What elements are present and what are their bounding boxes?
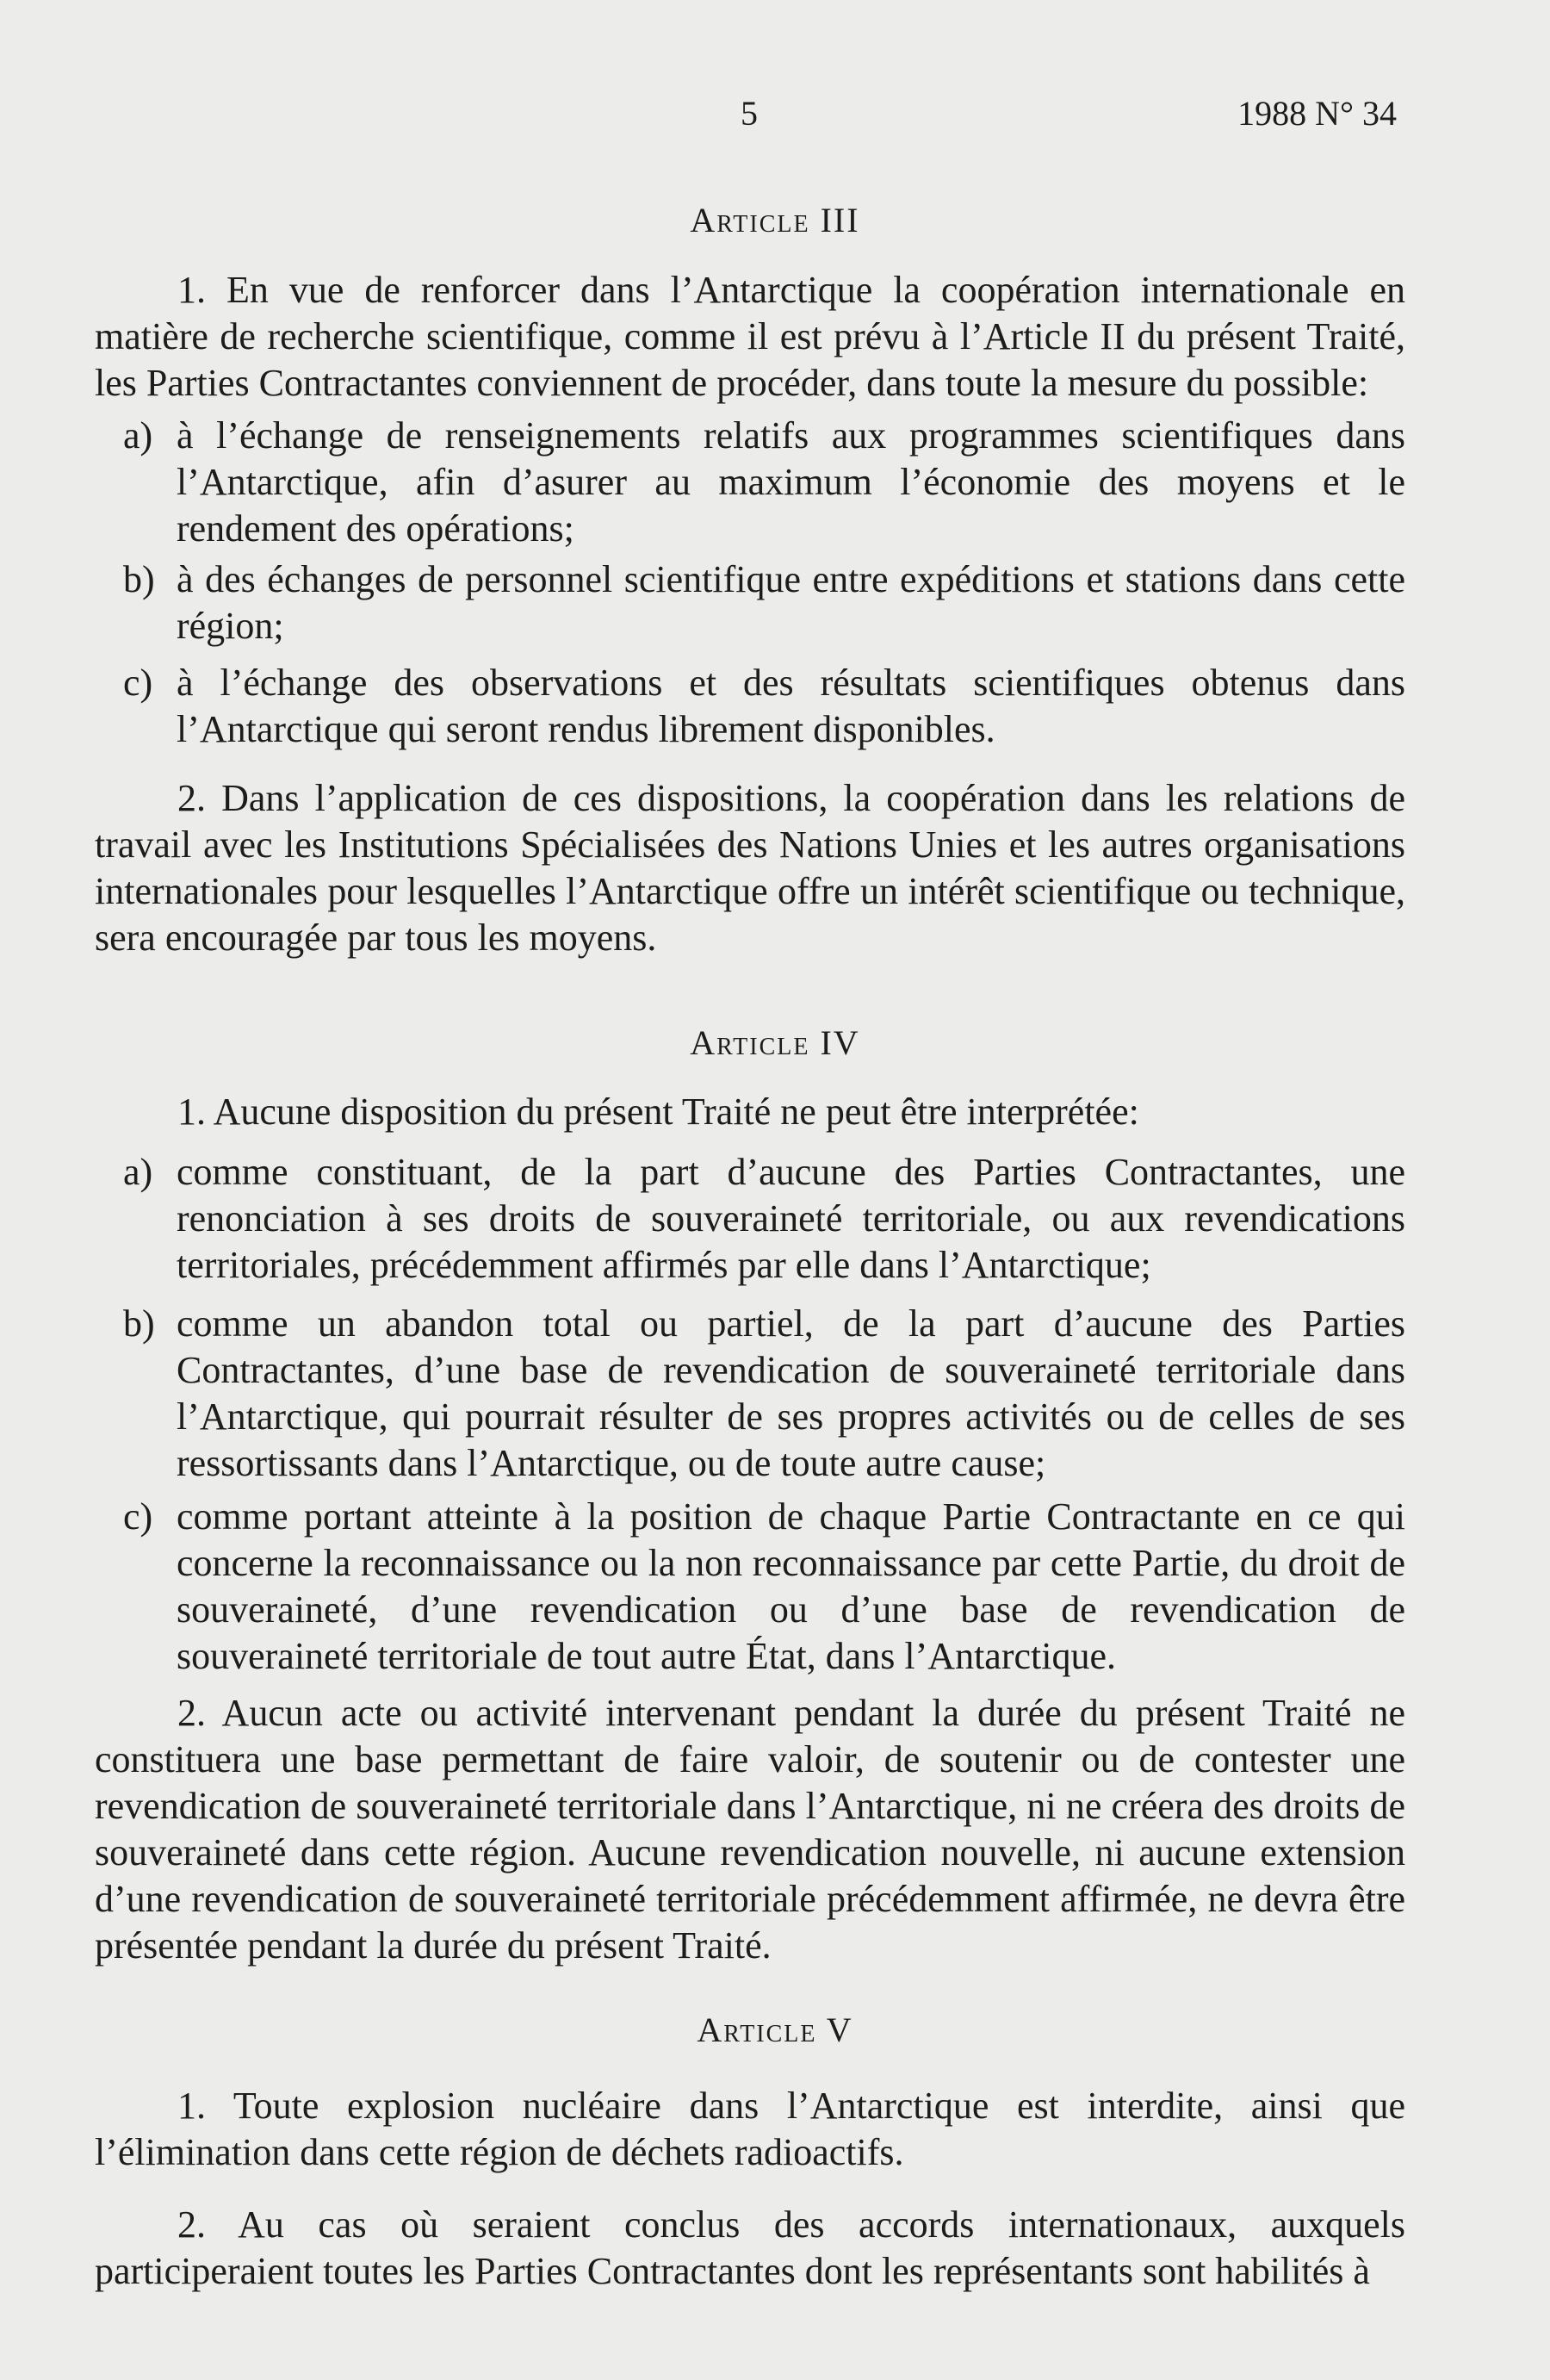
article-4-title: Article IV (690, 1023, 860, 1062)
item-label: b) (123, 558, 155, 600)
item-text: à l’échange des observations et des résultats scientifiques obtenus dans l’Antarctique qui seront rendus librement disponibles. (177, 662, 1405, 750)
article-3-paragraph-1: 1. En vue de renforcer dans l’Antarctique la coopération internationale en matière de recherche scientifique, comme il est prévu à l’Article II du présent Traité, les Parties Contractantes conviennent de procéder, dans toute la mesure du possible: (95, 269, 1405, 404)
item-text: à l’échange de renseignements relatifs aux programmes scientifiques dans l’Antarctique, afin d’asurer au maximum l’économie des moyens et le rendement des opérations; (177, 414, 1405, 550)
item-label: c) (123, 1495, 153, 1538)
article-4-item-b (123, 1301, 1405, 1487)
article-3-item-a (123, 413, 1405, 552)
article-5-paragraph-2: 2. Au cas où seraient conclus des accords internationaux, auxquels participeraient toutes les Parties Contractantes dont les représentants sont habilités à (95, 2203, 1405, 2292)
article-4-item-a (123, 1149, 1405, 1289)
article-4-item-c (123, 1494, 1405, 1680)
article-4-paragraph-2: 2. Aucun acte ou activité intervenant pendant la durée du présent Traité ne constituera une base permettant de faire valoir, de soutenir ou de contester une revendication de souveraineté territoriale dans l’Antarctique, ni ne créera des droits de souveraineté dans cette région. Aucune revendication nouvelle, ni aucune extension d’une revendication de souveraineté territoriale précédemment affirmée, ne devra être présentée pendant la durée du présent Traité. (95, 1692, 1405, 1967)
item-label: a) (123, 1151, 153, 1193)
item-text: comme un abandon total ou partiel, de la part d’aucune des Parties Contractantes, d’une base de revendication de souveraineté territoriale dans l’Antarctique, qui pourrait résulter de ses propres activités ou de celles de ses ressortissants dans l’Antarctique, ou de toute autre cause; (177, 1302, 1405, 1484)
article-5-title: Article V (697, 2010, 853, 2049)
document-reference: 1988 N° 34 (1237, 94, 1397, 133)
item-label: a) (123, 414, 153, 457)
article-3-item-c (123, 660, 1405, 753)
item-text: comme portant atteinte à la position de chaque Partie Contractante en ce qui concerne la reconnaissance ou la non reconnaissance par cette Partie, du droit de souveraineté, d’une revendication ou d’une base de revendication de souveraineté territoriale de tout autre État, dans l’Antarctique. (177, 1495, 1405, 1677)
item-label: c) (123, 662, 153, 704)
item-label: b) (123, 1302, 155, 1345)
article-3-item-b (123, 556, 1405, 649)
item-text: à des échanges de personnel scientifique entre expéditions et stations dans cette région; (177, 558, 1405, 647)
item-text: comme constituant, de la part d’aucune des Parties Contractantes, une renonciation à ses droits de souveraineté territoriale, ou aux revendications territoriales, précédemment affirmés par elle dans l’Antarctique; (177, 1151, 1405, 1286)
page-number: 5 (741, 94, 758, 133)
article-3-title: Article III (690, 201, 860, 239)
article-4-paragraph-1: 1. Aucune disposition du présent Traité ne peut être interprétée: (177, 1091, 1139, 1133)
article-5-paragraph-1: 1. Toute explosion nucléaire dans l’Antarctique est interdite, ainsi que l’élimination dans cette région de déchets radioactifs. (95, 2085, 1405, 2173)
article-3-paragraph-2: 2. Dans l’application de ces dispositions, la coopération dans les relations de travail avec les Institutions Spécialisées des Nations Unies et les autres organisations internationales pour lesquelles l’Antarctique offre un intérêt scientifique ou technique, sera encouragée par tous les moyens. (95, 777, 1405, 959)
